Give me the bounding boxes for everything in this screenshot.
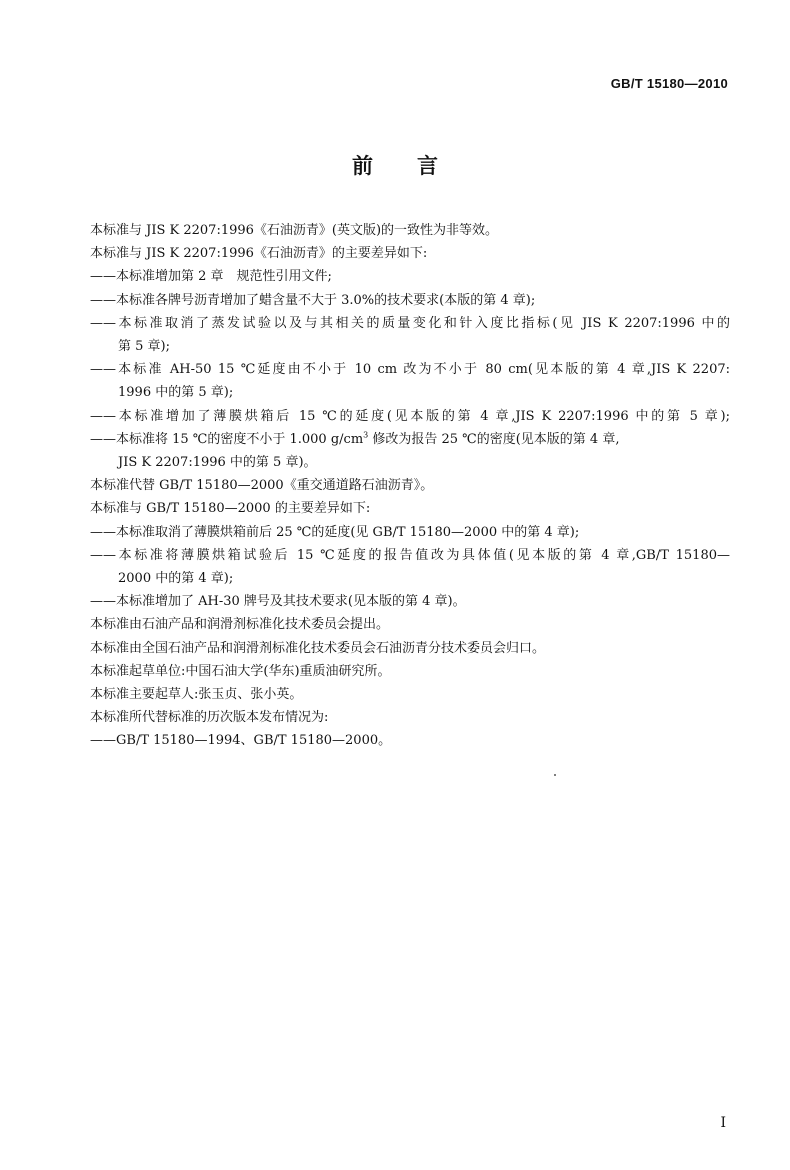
paragraph-drafting-unit: 本标准起草单位:中国石油大学(华东)重质油研究所。 [90, 663, 391, 679]
standard-code: GB/T 15180—2010 [610, 76, 728, 91]
paragraph-differences-gb: 本标准与 GB/T 15180—2000 的主要差异如下: [90, 501, 371, 517]
list-item-text: ——本标准将 15 ℃的密度不小于 1.000 g/cm [90, 431, 364, 447]
paragraph-proposed-by: 本标准由石油产品和润滑剂标准化技术委员会提出。 [90, 617, 390, 633]
paragraph-previous-editions: 本标准所代替标准的历次版本发布情况为: [90, 710, 329, 726]
paragraph-differences-jis: 本标准与 JIS K 2207:1996《石油沥青》的主要差异如下: [90, 246, 428, 262]
page-title: 前言 [352, 154, 482, 178]
list-item [90, 428, 730, 451]
list-item-continuation: 第 5 章); [118, 339, 170, 355]
page-number: I [720, 1115, 726, 1131]
list-item: ——本标准取消了薄膜烘箱前后 25 ℃的延度(见 GB/T 15180—2000 中的第 4 章); [90, 524, 580, 540]
list-item: ——本标准 AH-50 15 ℃延度由不小于 10 cm 改为不小于 80 cm(见本版的第 4 章,JIS K 2207: [90, 362, 730, 378]
scan-speck [554, 774, 556, 776]
list-item-continuation: 1996 中的第 5 章); [118, 385, 234, 401]
list-item: ——本标准增加第 2 章 规范性引用文件; [90, 269, 332, 285]
list-item: ——本标准增加了薄膜烘箱后 15 ℃的延度(见本版的第 4 章,JIS K 2207:1996 中的第 5 章); [90, 408, 730, 424]
list-item: ——GB/T 15180—1994、GB/T 15180—2000。 [90, 733, 392, 749]
list-item: ——本标准将薄膜烘箱试验后 15 ℃延度的报告值改为具体值(见本版的第 4 章,GB/T 15180— [90, 547, 730, 563]
paragraph-consistency: 本标准与 JIS K 2207:1996《石油沥青》(英文版)的一致性为非等效。 [90, 223, 499, 238]
list-item-continuation: JIS K 2207:1996 中的第 5 章)。 [118, 455, 317, 471]
paragraph-replaces: 本标准代替 GB/T 15180—2000《重交通道路石油沥青》。 [90, 478, 434, 494]
paragraph-drafters: 本标准主要起草人:张玉贞、张小英。 [90, 687, 303, 703]
superscript-3: 3 [363, 430, 369, 440]
list-item: ——本标准增加了 AH-30 牌号及其技术要求(见本版的第 4 章)。 [90, 594, 466, 610]
foreword-body [90, 219, 730, 753]
list-item-text: 修改为报告 25 ℃的密度(见本版的第 4 章, [368, 431, 620, 447]
list-item: ——本标准各牌号沥青增加了蜡含量不大于 3.0%的技术要求(本版的第 4 章); [90, 292, 536, 308]
paragraph-managed-by: 本标准由全国石油产品和润滑剂标准化技术委员会石油沥青分技术委员会归口。 [90, 640, 546, 656]
list-item: ——本标准取消了蒸发试验以及与其相关的质量变化和针入度比指标(见 JIS K 2207:1996 中的 [90, 315, 730, 331]
list-item-continuation: 2000 中的第 4 章); [118, 571, 234, 587]
